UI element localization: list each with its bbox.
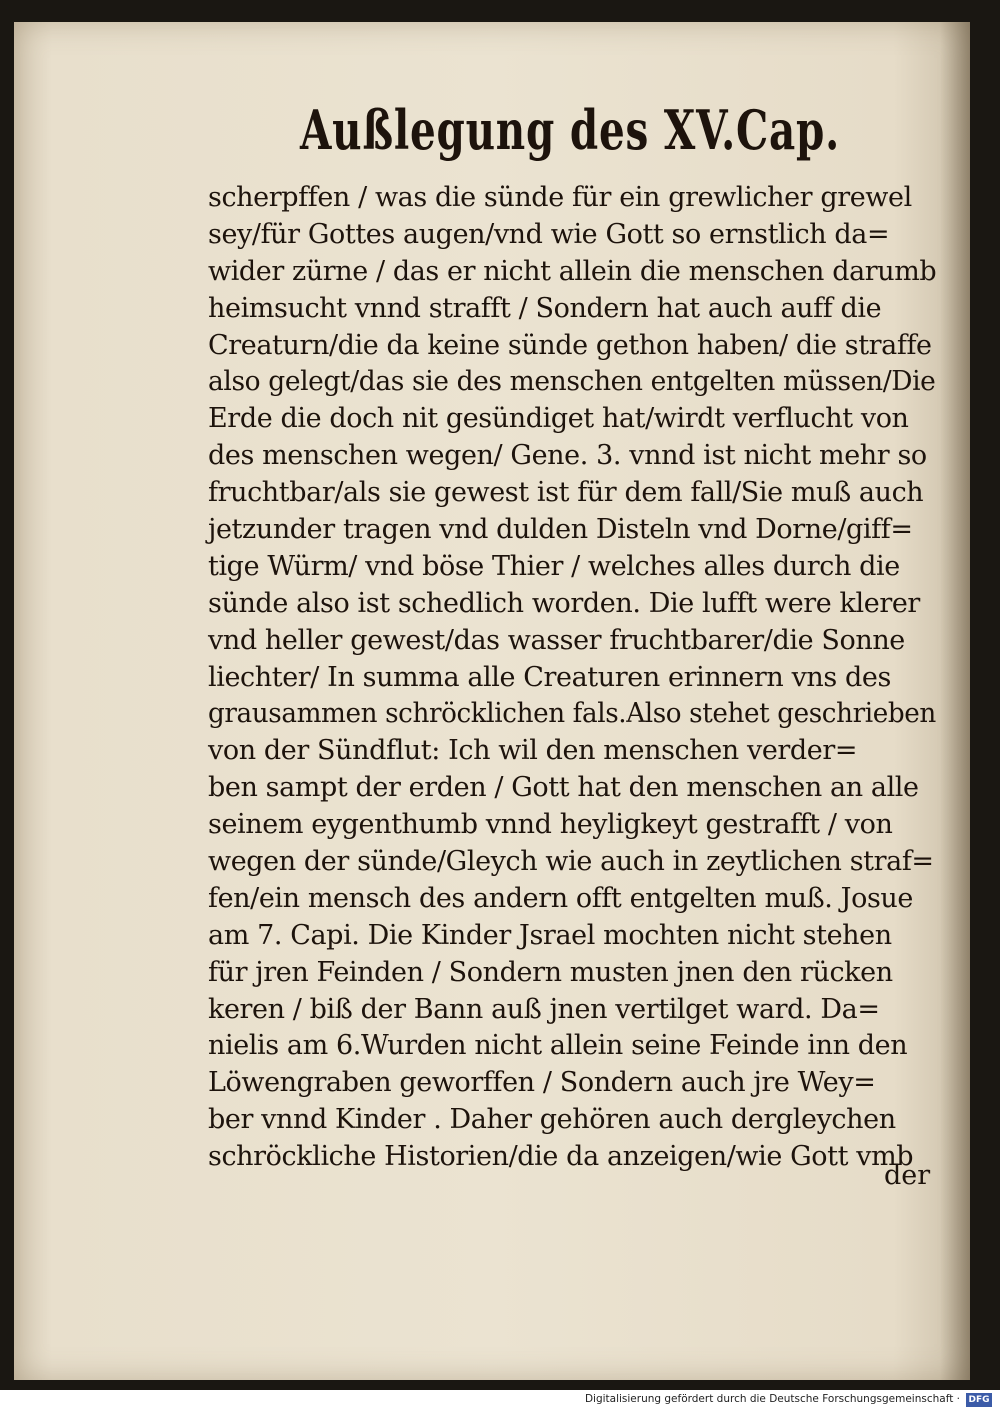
text-line: ber vnnd Kinder . Daher gehören auch dergleychen <box>208 1104 896 1136</box>
body-text <box>208 180 936 1176</box>
text-line: Löwengraben geworffen / Sondern auch jre Wey= <box>208 1067 876 1099</box>
text-line: liechter/ In summa alle Creaturen erinnern vns des <box>208 661 891 693</box>
funding-credit: Digitalisierung gefördert durch die Deutsche Forschungsgemeinschaft · <box>584 1393 960 1405</box>
text-line: grausammen schröcklichen fals.Also stehet geschrieben <box>208 698 936 730</box>
page-gutter-shadow <box>940 22 970 1380</box>
text-line: sünde also ist schedlich worden. Die lufft were klerer <box>208 587 920 619</box>
text-line: Erde die doch nit gesündiget hat/wirdt verflucht von <box>208 403 909 435</box>
text-line: heimsucht vnnd strafft / Sondern hat auch auff die <box>208 292 882 324</box>
text-line: am 7. Capi. Die Kinder Jsrael mochten nicht stehen <box>208 919 892 951</box>
text-line: sey/für Gottes augen/vnd wie Gott so ernstlich da= <box>208 218 890 250</box>
text-line: Creaturn/die da keine sünde gethon haben/ die straffe <box>208 329 932 361</box>
text-line: von der Sündflut: Ich wil den menschen verder= <box>208 735 858 767</box>
text-line: ben sampt der erden / Gott hat den menschen an alle <box>208 772 919 804</box>
text-line: schröckliche Historien/die da anzeigen/wie Gott vmb <box>208 1141 914 1173</box>
text-line: keren / biß der Bann auß jnen vertilget ward. Da= <box>208 993 880 1025</box>
footer-bar <box>0 1390 1000 1411</box>
text-line: des menschen wegen/ Gene. 3. vnnd ist nicht mehr so <box>208 440 927 472</box>
text-line: jetzunder tragen vnd dulden Disteln vnd Dorne/giff= <box>208 514 913 546</box>
text-line: also gelegt/das sie des menschen entgelten müssen/Die <box>208 366 936 398</box>
text-line: für jren Feinden / Sondern musten jnen den rücken <box>208 956 893 988</box>
text-line: wegen der sünde/Gleych wie auch in zeytlichen straf= <box>208 846 934 878</box>
text-line: seinem eygenthumb vnnd heyligkeyt gestrafft / von <box>208 809 893 841</box>
catchword: der <box>884 1160 931 1191</box>
text-line: scherpffen / was die sünde für ein grewlicher grewel <box>208 182 912 213</box>
running-head: Außlegung des XV.Cap. <box>300 98 840 162</box>
text-line: fruchtbar/als sie gewest ist für dem fall/Sie muß auch <box>208 477 924 509</box>
dfg-logo-icon: DFG <box>966 1393 992 1407</box>
text-line: fen/ein mensch des andern offt entgelten muß. Josue <box>208 882 913 914</box>
text-line: nielis am 6.Wurden nicht allein seine Feinde inn den <box>208 1030 908 1062</box>
text-line: vnd heller gewest/das wasser fruchtbarer/die Sonne <box>208 624 905 656</box>
text-line: tige Würm/ vnd böse Thier / welches alles durch die <box>208 550 900 582</box>
text-line: wider zürne / das er nicht allein die menschen darumb <box>208 255 937 287</box>
